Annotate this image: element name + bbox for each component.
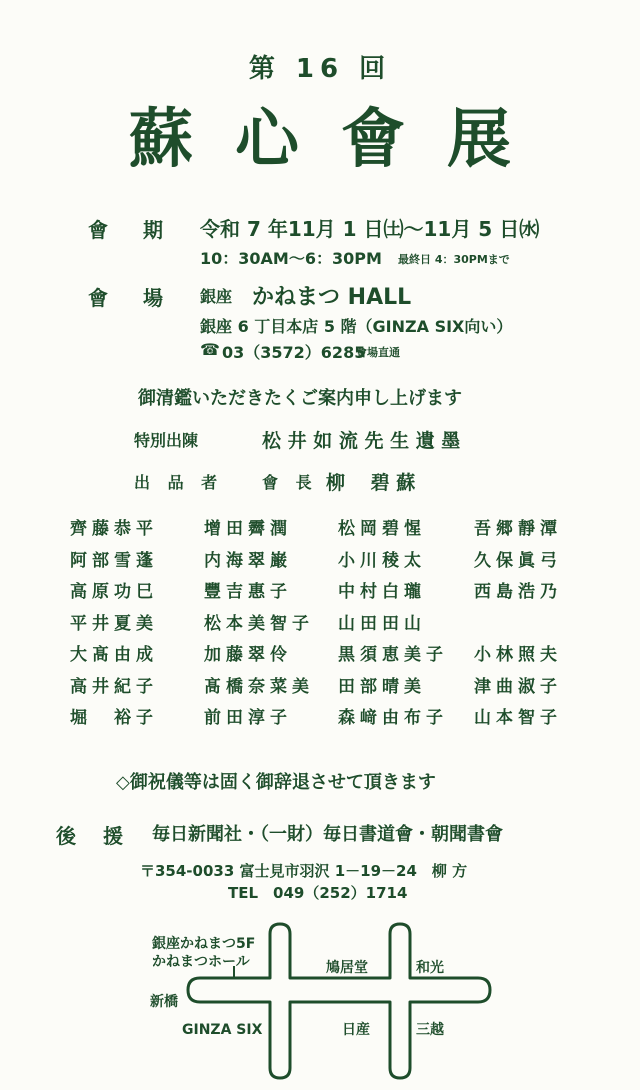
venue-phone-note: 會場直通 bbox=[356, 346, 400, 359]
notice-text: ◇御祝儀等は固く御辞退させて頂きます bbox=[116, 772, 436, 793]
exhibitor-name: 津曲淑子 bbox=[474, 676, 562, 697]
exhibitor-name: 高井紀子 bbox=[70, 676, 158, 697]
exhibitor-name: 山本智子 bbox=[474, 708, 562, 728]
exhibitor-name: 增田霽潤 bbox=[204, 519, 292, 539]
contact-tel: TEL 049（252）1714 bbox=[228, 884, 408, 902]
exhibitor-name: 加藤翠伶 bbox=[204, 645, 292, 665]
exhibitor-name: 内海翠巌 bbox=[204, 550, 292, 571]
exhibitor-name: 豐吉惠子 bbox=[204, 582, 292, 602]
exhibitor-name: 堀 裕子 bbox=[70, 708, 158, 728]
venue-label: 會 場 bbox=[88, 286, 177, 310]
exhibitor-name: 齊藤恭平 bbox=[70, 519, 158, 539]
phone-icon: ☎ bbox=[200, 340, 220, 359]
period-hours: 10：30AM〜6：30PM bbox=[200, 249, 382, 268]
exhibitor-name: 松本美智子 bbox=[204, 613, 314, 634]
special-label: 特別出陳 bbox=[134, 431, 199, 450]
exhibitor-name: 西島浩乃 bbox=[474, 582, 562, 602]
venue-name-prefix: 銀座 bbox=[200, 287, 233, 306]
map-wako: 和光 bbox=[416, 960, 444, 976]
invitation-text: 御清鑑いただきたくご案内申し上げます bbox=[138, 388, 462, 409]
exhibitor-name: 田部晴美 bbox=[338, 676, 426, 697]
exhibitor-name: 前田淳子 bbox=[204, 708, 292, 728]
map-mitsukoshi: 三越 bbox=[416, 1022, 444, 1038]
special-value: 松 井 如 流 先 生 遺 墨 bbox=[262, 430, 461, 452]
exhibitor-name: 山田田山 bbox=[338, 613, 426, 634]
venue-map bbox=[0, 910, 640, 1090]
president-label: 會 長 bbox=[262, 473, 318, 492]
exhibitor-name: 松岡碧惺 bbox=[338, 519, 426, 539]
support-value: 毎日新聞社・（一財）毎日書道會・朝聞書會 bbox=[152, 824, 503, 845]
period-label: 會 期 bbox=[88, 218, 177, 242]
period-last-day: 最終日 4：30PMまで bbox=[398, 253, 510, 266]
edition-number: 第 16 回 bbox=[248, 54, 392, 84]
exhibitor-name: 平井夏美 bbox=[70, 613, 158, 634]
map-nissan: 日産 bbox=[342, 1022, 370, 1038]
exhibitor-name: 中村白瓏 bbox=[338, 582, 426, 602]
exhibitor-name: 久保眞弓 bbox=[474, 550, 562, 571]
president-name: 柳 碧 蘇 bbox=[326, 472, 416, 494]
map-ginza-six: GINZA SIX bbox=[182, 1022, 263, 1038]
support-label: 後 援 bbox=[56, 824, 133, 848]
venue-address: 銀座 6 丁目本店 5 階（GINZA SIX向い） bbox=[200, 317, 513, 336]
exhibitor-name: 小川稜太 bbox=[338, 550, 426, 571]
exhibitor-name: 高原功巳 bbox=[70, 582, 158, 602]
exhibitor-name: 阿部雪蓬 bbox=[70, 550, 158, 571]
period-dates: 令和 7 年11月 1 日㈯〜11月 5 日㈬ bbox=[200, 217, 540, 241]
exhibitors-label: 出 品 者 bbox=[134, 473, 224, 492]
map-kyukyodo: 鳩居堂 bbox=[326, 960, 368, 976]
exhibitor-name: 大髙由成 bbox=[70, 645, 158, 665]
exhibitor-name: 森﨑由布子 bbox=[338, 708, 448, 728]
exhibitor-name: 髙橋奈菜美 bbox=[204, 676, 314, 697]
map-venue-line1: 銀座かねまつ5F bbox=[152, 936, 256, 952]
map-venue-line2: かねまつホール bbox=[152, 954, 250, 970]
venue-phone: 03（3572）6285 bbox=[222, 343, 366, 362]
exhibitor-name: 小林照夫 bbox=[474, 645, 562, 665]
exhibitor-name: 黒須恵美子 bbox=[338, 645, 448, 665]
map-shinbashi: 新橋 bbox=[150, 994, 178, 1010]
venue-name: かねまつ HALL bbox=[252, 285, 412, 310]
exhibitor-name: 吾郷靜潭 bbox=[474, 519, 562, 539]
exhibition-title: 蘇心會展 bbox=[129, 103, 553, 177]
contact-address: 〒354-0033 富士見市羽沢 1－19－24 柳 方 bbox=[140, 862, 468, 880]
